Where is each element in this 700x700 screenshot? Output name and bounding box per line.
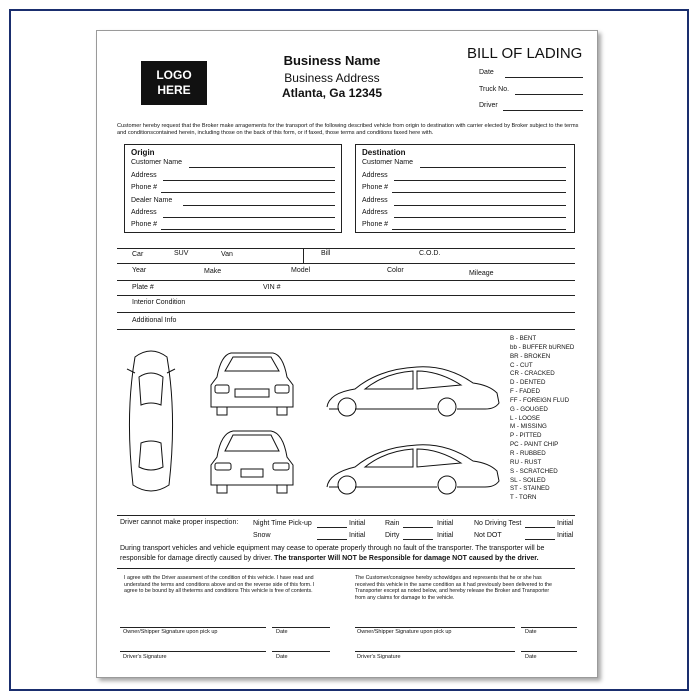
destination-field-label: Address [362,209,388,216]
inspection-label: Driver cannot make proper inspection: [120,519,239,526]
vehicle-row-divider [117,263,575,264]
vin-label: VIN # [263,284,281,291]
origin-field-label: Address [131,209,157,216]
driver-date-line[interactable] [272,651,330,652]
dirty-label: Dirty [385,532,400,539]
car-option[interactable]: Car [132,251,144,258]
logo-line-1: LOGO [156,68,192,82]
transport-note-text: During transport vehicles and vehicle equipment may cease to operate properly through no fault of the transporter. The transporter will be responsible for damage directly caused by driver. [120,545,545,562]
origin-phone-2-field[interactable] [161,229,335,230]
cod-option[interactable]: C.O.D. [419,250,441,257]
destination-field-label: Phone # [362,221,389,228]
origin-field-label: Address [131,172,157,179]
origin-customer-name-field[interactable] [189,167,335,168]
agreement-divider [117,568,575,569]
destination-title: Destination [362,148,406,157]
destination-field-label: Customer Name [362,159,413,166]
not-dot-label: Not DOT [474,532,502,539]
origin-field-label: Dealer Name [131,197,173,204]
damage-code: T - TORN [510,494,537,502]
year-label: Year [132,267,147,274]
bill-option[interactable]: Bill [321,250,331,257]
intro-paragraph: Customer hereby request that the Broker make arragements for the transport of the following described vehicle from origin to destination with carrier elected by Broker subject to the terms and conditionscontained herein, including those on the back of this form, or if faxed, those terms and conditions faxed here with. [117,123,579,136]
owner-date-line[interactable] [272,627,330,628]
car-right-side-view-icon [327,445,499,494]
consignee-date-label: Date [525,629,537,635]
car-top-view-icon [127,351,175,491]
vehicle-row-divider [117,295,575,296]
transport-note [120,544,580,564]
destination-box [355,144,575,233]
damage-code: C - CUT [510,361,533,369]
driver-signature-label: Driver's Signature [123,654,167,660]
driver-date-label: Date [276,654,288,660]
origin-field-label: Customer Name [131,159,182,166]
suv-option[interactable]: SUV [174,250,189,257]
damage-code: FF - FOREIGN FLUD [510,396,570,404]
vehicle-row-divider [117,248,575,249]
car-rear-view-icon [211,431,293,493]
driver-signature-label-2: Driver's Signature [357,654,401,660]
truck-number-label: Truck No. [479,86,510,93]
damage-code-legend [510,335,574,503]
no-driving-test-field[interactable] [525,527,555,528]
initial-label: Initial [557,532,574,539]
initial-label: Initial [557,520,574,527]
destination-address-3-field[interactable] [394,217,566,218]
car-front-view-icon [211,353,293,415]
destination-field-label: Address [362,197,388,204]
damage-code: G - GOUGED [510,405,548,413]
origin-dealer-name-field[interactable] [183,205,335,206]
initial-label: Initial [349,532,366,539]
vehicle-type-divider [303,248,304,263]
origin-title: Origin [131,148,155,157]
damage-code: L - LOOSE [510,414,541,422]
destination-address-2-field[interactable] [394,205,566,206]
dirty-field[interactable] [403,539,433,540]
initial-label: Initial [349,520,366,527]
origin-phone-field[interactable] [161,192,335,193]
interior-condition-label: Interior Condition [132,299,186,306]
damage-code: P - PITTED [510,432,542,440]
owner-signature-label: Owner/Shipper Signature upon pick up [123,629,218,635]
snow-field[interactable] [317,539,347,540]
vehicle-damage-diagram[interactable] [117,345,507,505]
consignee-signature-line[interactable] [355,627,515,628]
damage-code: SL - SOILED [510,476,546,484]
date-label: Date [479,69,494,76]
make-label: Make [204,268,222,275]
snow-label: Snow [253,532,271,539]
rain-label: Rain [385,520,400,527]
mileage-label: Mileage [469,270,494,277]
destination-customer-name-field[interactable] [420,167,566,168]
transport-note-bold: The transporter Will NOT be Responsible for damage NOT caused by the driver. [274,555,539,562]
shipper-agreement: I agree with the Driver assesment of the condition of this vehicle. I have read and understand the terms and conditions above and on the reverse side of this form. I agree to be bound by all theterms and conditions This vehicle is free of contents. [124,575,315,595]
damage-code: S - SCRATCHED [510,467,558,475]
origin-address-field[interactable] [163,180,335,181]
origin-box [124,144,342,233]
document-title: BILL OF LADING [467,45,583,62]
driver-signature-line[interactable] [120,651,266,652]
consignee-date-line[interactable] [521,627,577,628]
logo-placeholder [141,61,207,105]
destination-field-label: Address [362,172,388,179]
driver-signature-line-2[interactable] [355,651,515,652]
model-label: Model [291,267,311,274]
no-driving-test-label: No Driving Test [474,520,522,527]
rain-field[interactable] [403,527,433,528]
color-label: Color [387,267,404,274]
inspection-divider [117,515,575,516]
damage-code: F - FADED [510,388,540,396]
destination-phone-field[interactable] [392,192,566,193]
damage-code: D - DENTED [510,379,546,387]
damage-code: B - BENT [510,335,537,342]
night-pickup-label: Night Time Pick-up [253,520,312,527]
consignee-agreement: The Customer/consignee hereby schowldges and represents that he or she has received this vehicle in the same condition as it had previously been delivered to the Transporter except as noted below, and hereby release the Broker and Transporter from any claims for damage to the vehicle. [355,575,552,601]
driver-field[interactable] [503,110,583,111]
damage-code: M - MISSING [510,423,547,431]
not-dot-field[interactable] [525,539,555,540]
car-left-side-view-icon [327,367,499,416]
business-name: Business Name [283,53,381,68]
owner-date-label: Date [276,629,288,635]
initial-label: Initial [437,520,454,527]
damage-code: bb - BUFFER bURNED [510,343,575,351]
damage-code: CR - CRACKED [510,370,555,378]
plate-label: Plate # [132,284,154,291]
vehicle-row-divider [117,280,575,281]
logo-line-2: HERE [157,83,191,97]
additional-info-label: Additional Info [132,317,177,324]
origin-address-2-field[interactable] [163,217,335,218]
consignee-signature-label: Owner/Shipper Signature upon pick up [357,629,452,635]
initial-label: Initial [437,532,454,539]
driver-date-label-2: Date [525,654,537,660]
damage-code: RU - RUST [510,458,542,466]
business-city: Atlanta, Ga 12345 [281,86,383,100]
driver-date-line-2[interactable] [521,651,577,652]
damage-code: BR - BROKEN [510,352,551,360]
destination-address-field[interactable] [394,180,566,181]
destination-phone-2-field[interactable] [392,229,566,230]
van-option[interactable]: Van [221,251,233,258]
origin-field-label: Phone # [131,184,158,191]
owner-signature-line[interactable] [120,627,266,628]
destination-field-label: Phone # [362,184,389,191]
business-address: Business Address [284,71,380,85]
date-field[interactable] [505,77,583,78]
night-pickup-field[interactable] [317,527,347,528]
damage-code: ST - STAINED [510,485,550,493]
origin-field-label: Phone # [131,221,158,228]
driver-label: Driver [479,102,498,109]
damage-code: R - RUBBED [510,449,546,457]
vehicle-row-divider [117,312,575,313]
bill-of-lading-form [96,30,598,678]
vehicle-row-divider [117,329,575,330]
damage-code: PC - PAINT CHIP [510,441,559,449]
truck-number-field[interactable] [515,94,583,95]
